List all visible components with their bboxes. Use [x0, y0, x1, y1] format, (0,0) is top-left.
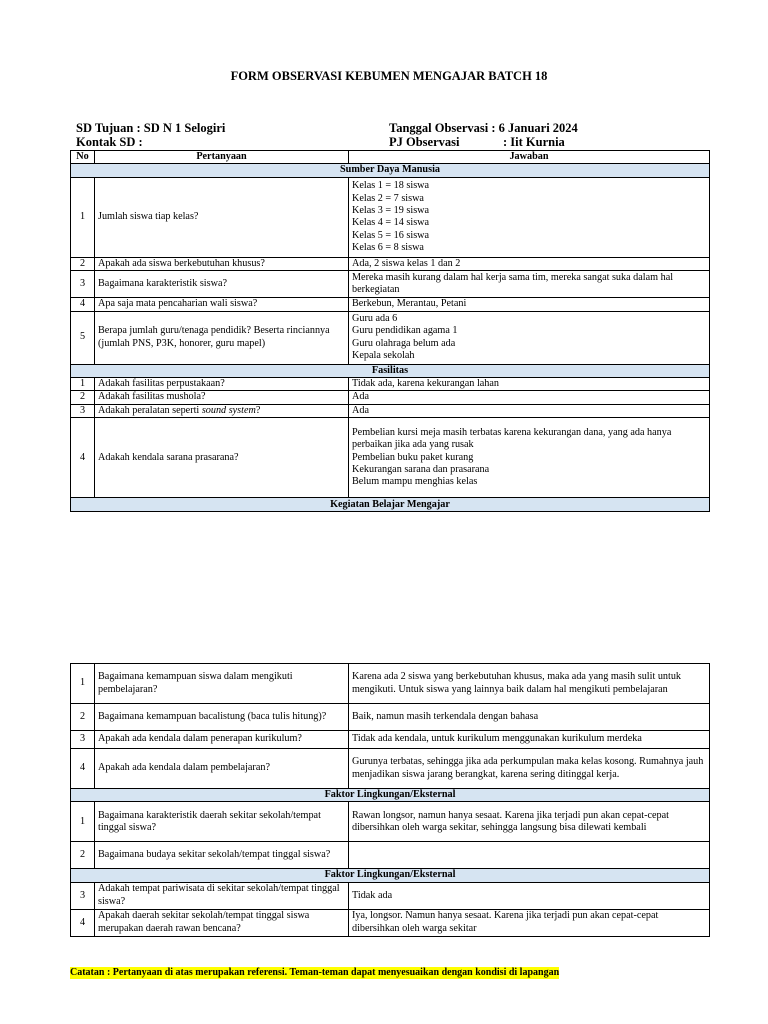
question-text-end: ?	[255, 404, 261, 416]
row-no: 1	[71, 664, 95, 704]
section-row	[71, 869, 710, 882]
question: Bagaimana kemampuan bacalistung (baca tulis hitung)?	[95, 704, 349, 731]
question: Berapa jumlah guru/tenaga pendidik? Beserta rinciannya (jumlah PNS, P3K, honorer, guru mapel)	[95, 311, 349, 364]
answer: Ada	[349, 404, 710, 417]
row-no: 1	[71, 802, 95, 842]
answer: Tidak ada	[349, 882, 710, 909]
answer-line: Kekurangan sarana dan prasarana	[352, 463, 490, 475]
row-no: 3	[71, 271, 95, 298]
table-row	[71, 391, 710, 404]
answer: Ada	[349, 391, 710, 404]
row-no: 4	[71, 298, 95, 311]
row-no: 4	[71, 418, 95, 498]
observation-table-2	[70, 663, 710, 937]
answer-line: Pembelian buku paket kurang	[352, 451, 474, 463]
question: Adakah kendala sarana prasarana?	[95, 418, 349, 498]
row-no: 2	[71, 842, 95, 869]
answer-line: Guru ada 6	[352, 312, 398, 324]
question: Apakah ada siswa berkebutuhan khusus?	[95, 257, 349, 270]
answer: Gurunya terbatas, sehingga jika ada perkumpulan maka kelas kosong. Rumahnya jauh menjadikan siswa jarang berangkat, karena sering ditinggal kerja.	[349, 749, 710, 789]
row-no: 5	[71, 311, 95, 364]
answer: Berkebun, Merantau, Petani	[349, 298, 710, 311]
answer: Iya, longsor. Namun hanya sesaat. Karena jika terjadi pun akan cepat-cepat dibersihkan oleh warga sekitar	[349, 909, 710, 936]
question: Apa saja mata pencaharian wali siswa?	[95, 298, 349, 311]
section-kbm: Kegiatan Belajar Mengajar	[71, 498, 710, 512]
table-row	[71, 418, 710, 498]
answer: Tidak ada kendala, untuk kurikulum menggunakan kurikulum merdeka	[349, 731, 710, 749]
table-row	[71, 271, 710, 298]
question-italic: sound system	[201, 404, 256, 416]
pj-observasi-value: : Iit Kurnia	[503, 135, 565, 149]
answer: Rawan longsor, namun hanya sesaat. Karena jika terjadi pun akan cepat-cepat dibersihkan oleh warga sekitar, sehingga langsung bisa dilewati kembali	[349, 802, 710, 842]
table-row	[71, 298, 710, 311]
section-row	[71, 164, 710, 177]
question: Bagaimana karakteristik daerah sekitar sekolah/tempat tinggal siswa?	[95, 802, 349, 842]
table-header-row	[71, 151, 710, 164]
answer	[349, 177, 710, 257]
question: Apakah ada kendala dalam penerapan kurikulum?	[95, 731, 349, 749]
table-row	[71, 311, 710, 364]
table-row	[71, 378, 710, 391]
answer-line: Pembelian kursi meja masih terbatas karena kekurangan dana, yang ada hanya perbaikan jika ada yang rusak	[352, 426, 672, 451]
form-title: FORM OBSERVASI KEBUMEN MENGAJAR BATCH 18	[230, 69, 548, 83]
answer	[349, 418, 710, 498]
answer-line: Kelas 4 = 14 siswa	[352, 217, 430, 229]
table-row	[71, 404, 710, 417]
sd-tujuan: SD Tujuan : SD N 1 Selogiri	[76, 121, 226, 135]
answer-line: Kelas 6 = 8 siswa	[352, 242, 424, 254]
column-pertanyaan: Pertanyaan	[95, 151, 349, 164]
row-no: 3	[71, 882, 95, 909]
answer-line: Kelas 2 = 7 siswa	[352, 192, 424, 204]
section-row	[71, 789, 710, 802]
row-no: 4	[71, 749, 95, 789]
column-no: No	[71, 151, 95, 164]
answer	[349, 842, 710, 869]
row-no: 2	[71, 257, 95, 270]
section-lingkungan-1: Faktor Lingkungan/Eksternal	[71, 789, 710, 802]
question: Adakah fasilitas perpustakaan?	[95, 378, 349, 391]
row-no: 1	[71, 177, 95, 257]
section-row	[71, 364, 710, 377]
row-no: 2	[71, 704, 95, 731]
row-no: 3	[71, 731, 95, 749]
table-row	[71, 802, 710, 842]
question	[95, 404, 349, 417]
tanggal-observasi: Tanggal Observasi : 6 Januari 2024	[389, 121, 578, 135]
table-row	[71, 664, 710, 704]
answer-line: Kelas 3 = 19 siswa	[352, 204, 430, 216]
question-text: Adakah peralatan seperti	[98, 404, 202, 416]
table-row	[71, 882, 710, 909]
answer-line: Kelas 1 = 18 siswa	[352, 180, 430, 192]
section-sdm: Sumber Daya Manusia	[71, 164, 710, 177]
section-fasilitas: Fasilitas	[71, 364, 710, 377]
table-row	[71, 749, 710, 789]
kontak-sd: Kontak SD :	[76, 135, 143, 149]
pj-observasi-label: PJ Observasi	[389, 135, 460, 149]
answer: Baik, namun masih terkendala dengan bahasa	[349, 704, 710, 731]
column-jawaban: Jawaban	[349, 151, 710, 164]
observation-table-1	[70, 150, 710, 512]
question: Apakah daerah sekitar sekolah/tempat tinggal siswa merupakan daerah rawan bencana?	[95, 909, 349, 936]
section-row	[71, 498, 710, 512]
section-lingkungan-2: Faktor Lingkungan/Eksternal	[71, 869, 710, 882]
question: Adakah fasilitas mushola?	[95, 391, 349, 404]
table-row	[71, 842, 710, 869]
question: Bagaimana budaya sekitar sekolah/tempat tinggal siswa?	[95, 842, 349, 869]
answer-line: Guru pendidikan agama 1	[352, 325, 458, 337]
table-row	[71, 731, 710, 749]
table-row	[71, 909, 710, 936]
question: Bagaimana karakteristik siswa?	[95, 271, 349, 298]
table-row	[71, 177, 710, 257]
answer-line: Guru olahraga belum ada	[352, 337, 456, 349]
row-no: 2	[71, 391, 95, 404]
answer: Tidak ada, karena kekurangan lahan	[349, 378, 710, 391]
question: Apakah ada kendala dalam pembelajaran?	[95, 749, 349, 789]
catatan-note: Catatan : Pertanyaan di atas merupakan referensi. Teman-teman dapat menyesuaikan dengan kondisi di lapangan	[70, 967, 560, 978]
question: Adakah tempat pariwisata di sekitar sekolah/tempat tinggal siswa?	[95, 882, 349, 909]
answer	[349, 311, 710, 364]
answer: Mereka masih kurang dalam hal kerja sama tim, mereka sangat suka dalam hal berkegiatan	[349, 271, 710, 298]
answer-line: Kelas 5 = 16 siswa	[352, 229, 430, 241]
table-row	[71, 704, 710, 731]
table-row	[71, 257, 710, 270]
question: Bagaimana kemampuan siswa dalam mengikuti pembelajaran?	[95, 664, 349, 704]
answer: Karena ada 2 siswa yang berkebutuhan khusus, maka ada yang masih sulit untuk mengikuti. Untuk siswa yang lainnya baik dalam hal mengikuti pembelajaran	[349, 664, 710, 704]
row-no: 1	[71, 378, 95, 391]
answer-line: Belum mampu menghias kelas	[352, 476, 478, 488]
answer-line: Kepala sekolah	[352, 350, 415, 362]
row-no: 3	[71, 404, 95, 417]
question: Jumlah siswa tiap kelas?	[95, 177, 349, 257]
row-no: 4	[71, 909, 95, 936]
answer: Ada, 2 siswa kelas 1 dan 2	[349, 257, 710, 270]
